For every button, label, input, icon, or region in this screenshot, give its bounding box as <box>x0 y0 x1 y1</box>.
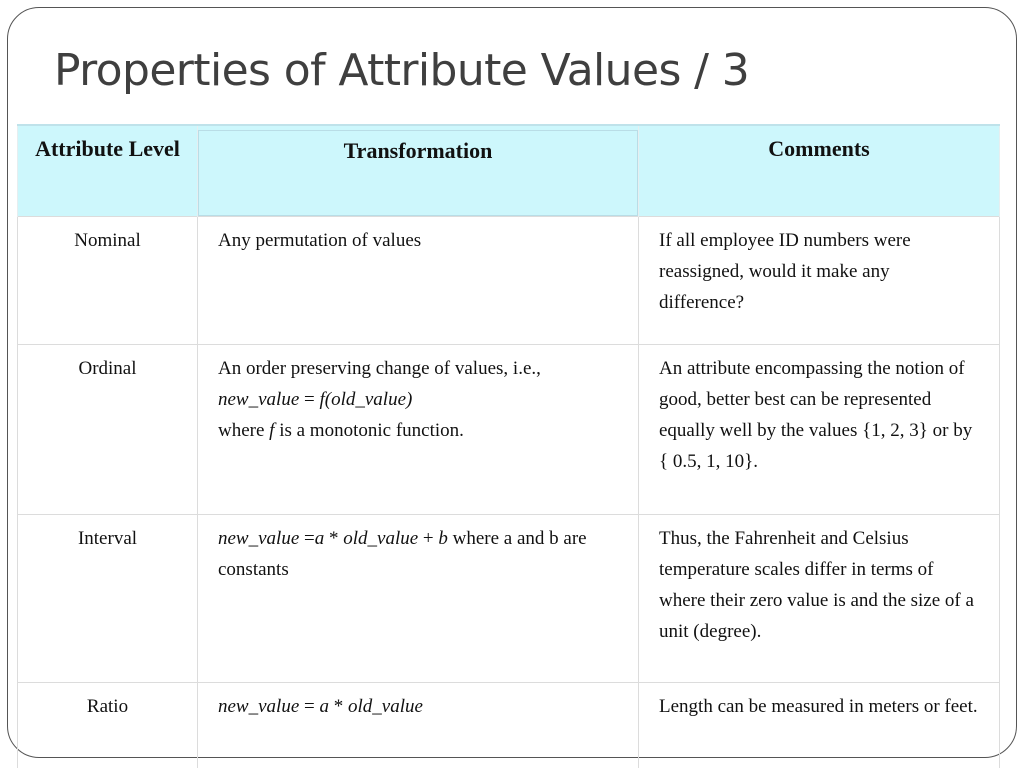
attribute-properties-table <box>17 124 1000 768</box>
transformation-formula <box>218 384 618 415</box>
formula-part: = <box>299 388 320 410</box>
cell-comments: Length can be measured in meters or feet. <box>639 682 1000 768</box>
text-part: f <box>269 419 275 441</box>
cell-comments: Thus, the Fahrenheit and Celsius temperature scales differ in terms of where their zero value is and the size of a unit (degree). <box>639 514 1000 682</box>
cell-level: Ratio <box>18 682 198 768</box>
cell-level: Nominal <box>18 216 198 344</box>
header-comments: Comments <box>639 125 1000 216</box>
formula-part: where a and b are constants <box>218 527 587 580</box>
cell-transformation <box>198 514 639 682</box>
transformation-text-line <box>218 415 618 446</box>
table-row-interval <box>18 514 1000 682</box>
cell-comments: An attribute encompassing the notion of good, better best can be represented equally well by the values {1, 2, 3} or by { 0.5, 1, 10}. <box>639 344 1000 514</box>
cell-comments: If all employee ID numbers were reassigned, would it make any difference? <box>639 216 1000 344</box>
cell-transformation <box>198 344 639 514</box>
formula-part: old_value <box>343 527 419 549</box>
table-header-row <box>18 125 1000 216</box>
formula-part: a <box>314 527 325 549</box>
formula-part: * <box>324 527 344 549</box>
slide-title: Properties of Attribute Values / 3 <box>54 45 750 96</box>
formula-part: new_value <box>218 527 300 549</box>
text-part: where <box>218 419 270 441</box>
formula-part: = <box>299 527 315 549</box>
header-transformation: Transformation <box>198 125 639 216</box>
formula-part: new_value <box>218 695 300 717</box>
cell-transformation <box>198 682 639 768</box>
formula-part: + <box>418 527 439 549</box>
formula-part: a <box>319 695 329 717</box>
formula-part: = <box>299 695 320 717</box>
formula-part: b <box>438 527 448 549</box>
table-row-ratio <box>18 682 1000 768</box>
formula-part: old_value <box>347 695 423 717</box>
transformation-text-line: An order preserving change of values, i.e., <box>218 357 541 379</box>
formula-part: * <box>328 695 348 717</box>
text-part: is a monotonic function. <box>274 419 464 441</box>
header-attribute-level: Attribute Level <box>18 125 198 216</box>
cell-level: Ordinal <box>18 344 198 514</box>
table-row-ordinal <box>18 344 1000 514</box>
formula-part: f(old_value) <box>319 388 413 410</box>
cell-transformation: Any permutation of values <box>198 216 639 344</box>
table-row-nominal <box>18 216 1000 344</box>
formula-part: new_value <box>218 388 300 410</box>
cell-level: Interval <box>18 514 198 682</box>
